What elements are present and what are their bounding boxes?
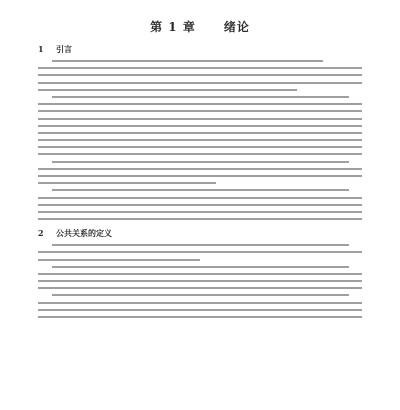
section-heading xyxy=(38,42,362,56)
chapter-number: 第 1 章 xyxy=(150,20,196,34)
text-line xyxy=(38,211,362,213)
text-line xyxy=(52,189,349,191)
text-line xyxy=(38,118,362,120)
chapter-name: 绪论 xyxy=(223,20,250,34)
text-line xyxy=(38,103,362,105)
text-line xyxy=(52,244,349,246)
paragraph xyxy=(38,189,362,220)
text-line xyxy=(52,161,349,163)
text-line xyxy=(38,139,362,141)
text-line xyxy=(52,266,349,268)
section-2 xyxy=(38,226,362,318)
section-heading xyxy=(38,226,362,240)
paragraph xyxy=(38,96,362,156)
text-line xyxy=(38,182,216,184)
text-line xyxy=(38,110,362,112)
paragraph xyxy=(38,244,362,260)
text-line xyxy=(38,175,362,177)
section-title: 引言 xyxy=(56,44,72,54)
section-title: 公共关系的定义 xyxy=(56,228,112,239)
paragraph xyxy=(38,60,362,91)
text-line xyxy=(38,287,362,289)
section-number: 1 xyxy=(38,44,44,54)
text-line xyxy=(38,259,200,261)
text-line xyxy=(38,89,297,91)
text-line xyxy=(38,125,362,127)
text-line xyxy=(38,67,362,69)
text-line xyxy=(38,153,362,155)
text-line xyxy=(38,197,362,199)
section-number: 2 xyxy=(38,228,44,239)
section-body xyxy=(38,60,362,220)
text-line xyxy=(38,280,362,282)
text-line xyxy=(38,309,362,311)
text-line xyxy=(38,302,362,304)
text-line xyxy=(52,294,349,296)
text-line xyxy=(38,168,362,170)
text-line xyxy=(38,218,362,220)
text-line xyxy=(52,96,349,98)
paragraph xyxy=(38,161,362,185)
section-1 xyxy=(38,42,362,220)
chapter-title xyxy=(38,18,362,36)
section-body xyxy=(38,244,362,318)
text-line xyxy=(52,60,323,62)
text-line xyxy=(38,132,362,134)
text-line xyxy=(38,251,362,253)
text-line xyxy=(38,146,362,148)
paragraph xyxy=(38,266,362,290)
text-line xyxy=(38,74,362,76)
text-line xyxy=(38,316,362,318)
paragraph xyxy=(38,294,362,318)
text-line xyxy=(38,273,362,275)
text-line xyxy=(38,82,362,84)
text-line xyxy=(38,204,362,206)
